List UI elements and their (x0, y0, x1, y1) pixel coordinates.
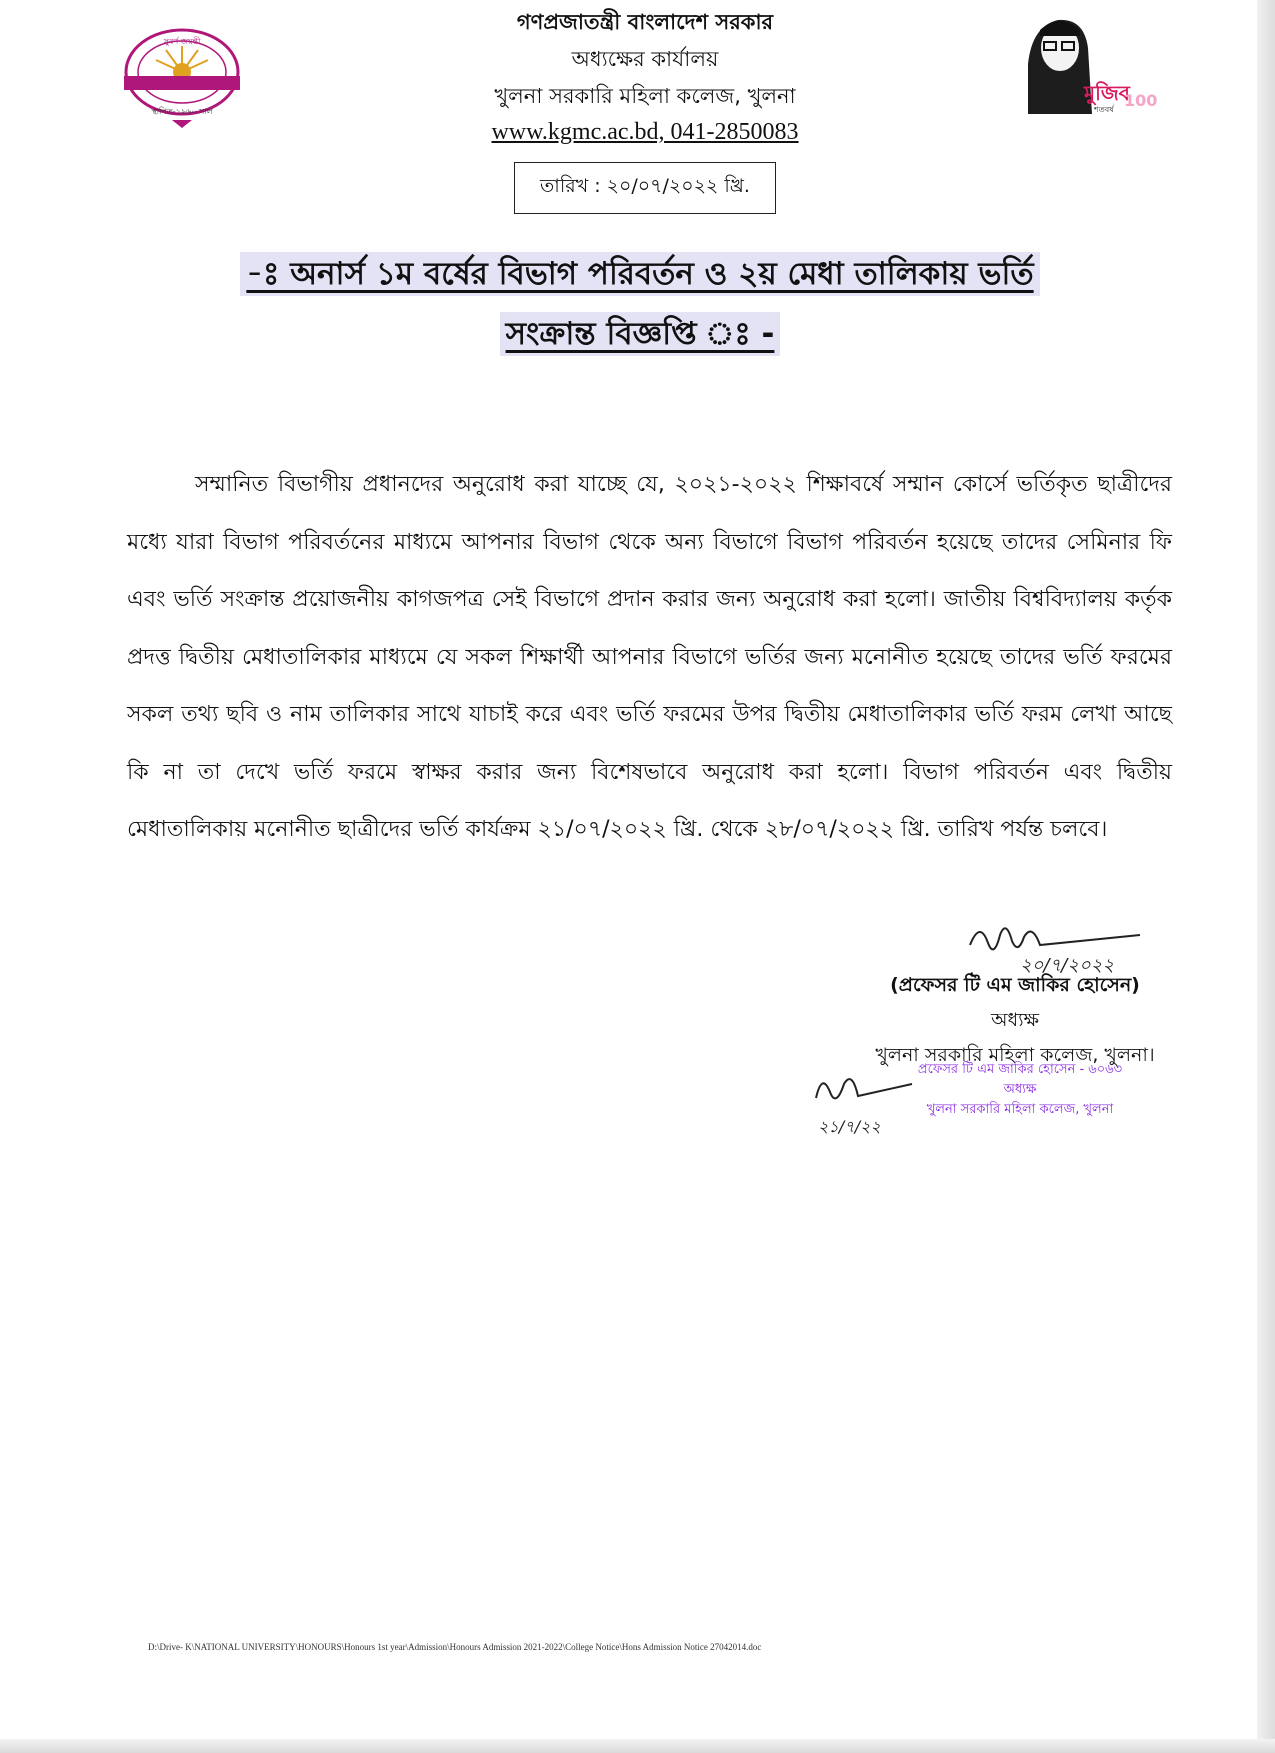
government-name: গণপ্রজাতন্ত্রী বাংলাদেশ সরকার (516, 10, 774, 34)
notice-title (160, 244, 1120, 364)
scan-edge-bottom (0, 1739, 1275, 1753)
principal-signature (960, 915, 1160, 975)
footer-path-text: D:\Drive- K\NATIONAL UNIVERSITY\HONOURS\Honours 1st year\Admission\Honours Admission 2021-2022\College Notice\Hons Admission Notice 27042014.doc (148, 1642, 762, 1652)
stamp-line1: প্রফেসর টি এম জাকির হোসেন - ৬০৬৩ (917, 1062, 1123, 1077)
mujib-subtext: শতবর্ষ (1094, 105, 1114, 114)
mujib-number: 100 (1124, 91, 1158, 110)
notice-paragraph: সম্মানিত বিভাগীয় প্রধানদের অনুরোধ করা যাচ্ছে যে, ২০২১-২০২২ শিক্ষাবর্ষে সম্মান কোর্সে ভর্তিকৃত ছাত্রীদের মধ্যে যারা বিভাগ পরিবর্তনের মাধ্যমে আপনার বিভাগ থেকে অন্য বিভাগে বিভাগ পরিবর্তন হয়েছে তাদের সেমিনার ফি এবং ভর্তি সংক্রান্ত প্রয়োজনীয় কাগজপত্র সেই বিভাগে প্রদান করার জন্য অনুরোধ করা হলো। জাতীয় বিশ্ববিদ্যালয় কর্তৃক প্রদত্ত দ্বিতীয় মেধাতালিকার মাধ্যমে যে সকল শিক্ষার্থী আপনার বিভাগে ভর্তির জন্য মনোনীত হয়েছে তাদের ভর্তি ফরমের সকল তথ্য ছবি ও নাম তালিকার সাথে যাচাই করে এবং ভর্তি ফরমের উপর দ্বিতীয় মেধাতালিকার ভর্তি ফরম লেখা আছে কি না তা দেখে ভর্তি ফরমে স্বাক্ষর করার জন্য বিশেষভাবে অনুরোধ করা হলো। বিভাগ পরিবর্তন এবং দ্বিতীয় মেধাতালিকায় মনোনীত ছাত্রীদের ভর্তি কার্যক্রম ২১/০৭/২০২২ খ্রি. থেকে ২৮/০৭/২০২২ খ্রি. তারিখ পর্যন্ত চলবে। (127, 472, 1172, 842)
initial-date: ২১/৭/২২ (818, 1117, 881, 1136)
notice-title-line1: -ঃ অনার্স ১ম বর্ষের বিভাগ পরিবর্তন ও ২য় মেধা তালিকায় ভর্তি (240, 252, 1039, 296)
footer-file-path (148, 1642, 928, 1652)
notice-body (127, 456, 1172, 859)
mujib-text: মুজিব (1084, 81, 1130, 105)
college-logo (118, 24, 246, 128)
mujib-centenary-logo (1010, 4, 1158, 116)
letterhead (420, 4, 870, 149)
logo-ring-text: সুবর্ণ জয়ন্তী (163, 37, 201, 46)
signatory-name: (প্রফেসর টি এম জাকির হোসেন) (890, 974, 1140, 996)
stamp-line3: খুলনা সরকারি মহিলা কলেজ, খুলনা (926, 1102, 1114, 1117)
official-stamp (900, 1060, 1140, 1120)
scan-edge-right (1257, 0, 1275, 1753)
notice-title-line2: সংক্রান্ত বিজ্ঞপ্তি ঃ - (500, 312, 781, 356)
stamp-line2: অধ্যক্ষ (1003, 1082, 1037, 1097)
signatory-institution: খুলনা সরকারি মহিলা কলেজ, খুলনা। (875, 1044, 1155, 1066)
signatory-designation: অধ্যক্ষ (990, 1009, 1039, 1031)
logo-year-text: স্থাপিত-১৯৬০ সাল (151, 107, 213, 116)
website-phone: www.kgmc.ac.bd, 041-2850083 (491, 119, 799, 145)
office-name: অধ্যক্ষের কার্যালয় (571, 47, 719, 71)
college-name: খুলনা সরকারি মহিলা কলেজ, খুলনা (494, 84, 796, 108)
signature-date: ২০/৭/২০২২ (1020, 955, 1115, 976)
signatory-block (850, 968, 1180, 1073)
date-box (514, 162, 776, 214)
date-text: তারিখ : ২০/০৭/২০২২ খ্রি. (540, 175, 750, 197)
